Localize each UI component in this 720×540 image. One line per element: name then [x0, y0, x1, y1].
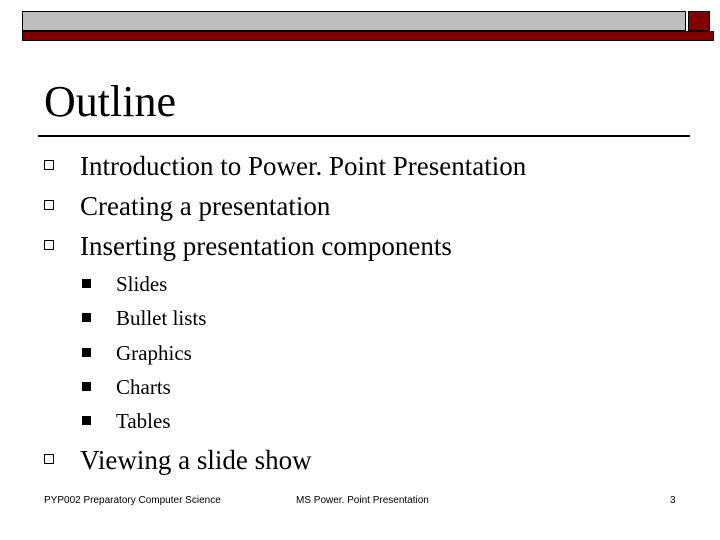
filled-square-bullet-icon [82, 313, 91, 322]
sub-bullet-text: Tables [116, 409, 171, 433]
sub-bullet-item [116, 340, 192, 366]
bullet-text: Inserting presentation components [80, 231, 452, 261]
bullet-text: Viewing a slide show [80, 445, 312, 475]
filled-square-bullet-icon [82, 348, 91, 357]
filled-square-bullet-icon [82, 279, 91, 288]
sub-bullet-item [116, 408, 171, 434]
hollow-square-bullet-icon [44, 240, 54, 250]
top-gray-bar [22, 11, 686, 31]
sub-bullet-item [116, 374, 171, 400]
top-red-square [688, 11, 710, 31]
hollow-square-bullet-icon [44, 200, 54, 210]
hollow-square-bullet-icon [44, 454, 54, 464]
filled-square-bullet-icon [82, 416, 91, 425]
top-red-bar [22, 31, 714, 41]
top-decoration-band [22, 11, 714, 41]
bullet-item [80, 190, 330, 222]
bullet-text: Introduction to Power. Point Presentation [80, 151, 527, 181]
bullet-item [80, 150, 526, 182]
bullet-text: Creating a presentation [80, 191, 331, 221]
sub-bullet-text: Bullet lists [116, 306, 207, 330]
sub-bullet-item [116, 271, 167, 297]
sub-bullet-item [116, 305, 206, 331]
bullet-item [80, 230, 452, 262]
footer-course: PYP002 Preparatory Computer Science [44, 495, 221, 506]
sub-bullet-text: Graphics [116, 341, 192, 365]
sub-bullet-text: Slides [116, 272, 168, 296]
footer-presentation-title: MS Power. Point Presentation [296, 495, 429, 506]
hollow-square-bullet-icon [44, 160, 54, 170]
slide-title: Outline [44, 77, 176, 126]
title-divider [38, 135, 690, 137]
filled-square-bullet-icon [82, 382, 91, 391]
sub-bullet-text: Charts [116, 375, 171, 399]
bullet-item [80, 444, 312, 476]
footer-page-number: 3 [670, 495, 676, 506]
